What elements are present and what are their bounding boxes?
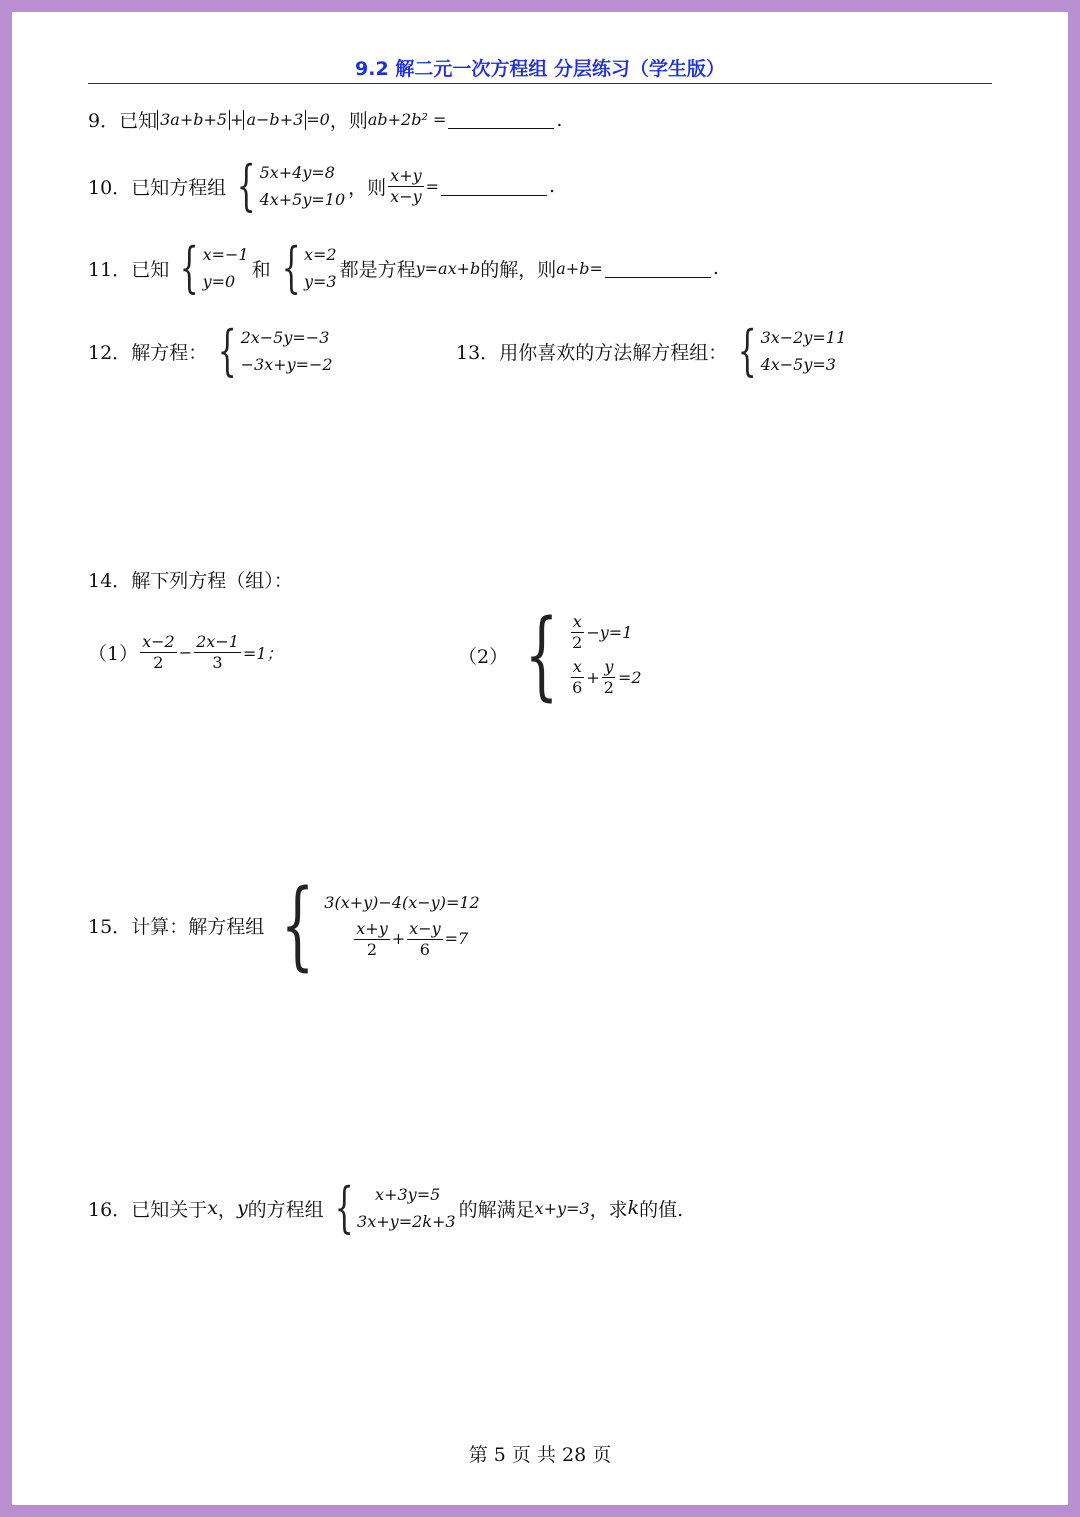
q13-text: 用你喜欢的方法解方程组：	[499, 341, 728, 364]
q16-text-value: 的值.	[639, 1198, 684, 1221]
q11-solution-a	[172, 236, 249, 299]
q9-number: 9．	[88, 110, 120, 132]
q16-text-satisfies: 的解满足	[458, 1198, 535, 1221]
q12-text: 解方程：	[131, 341, 208, 364]
q10-fraction-denominator: x−y	[390, 186, 422, 206]
q16-var-x: x	[207, 1197, 218, 1219]
q12-equation-system	[210, 319, 333, 382]
q14-part-2-label: （2）	[458, 645, 509, 668]
page-header-title: 9.2 解二元一次方程组 分层练习（学生版）	[355, 58, 725, 80]
q10-number: 10．	[88, 176, 132, 199]
q14-part-1-tail: =1；	[242, 644, 283, 663]
q15-system-line-1: 3(x+y)−4(x−y)=12	[324, 892, 480, 912]
q10-fraction-numerator: x+y	[390, 165, 422, 185]
q11-period: .	[712, 257, 719, 279]
q16-equation-system	[327, 1176, 456, 1239]
q14-text: 解下列方程（组）：	[131, 570, 293, 592]
q9-abs-2: a−b+3	[243, 110, 306, 130]
q11-answer-blank[interactable]	[605, 259, 711, 278]
question-12	[88, 319, 336, 382]
q10-equation-system	[229, 154, 346, 217]
q16-text-system: 的方程组	[247, 1198, 324, 1221]
fraction-numerator: x−2	[142, 632, 175, 651]
q9-period: .	[556, 108, 563, 131]
q14-part-2-equation-system	[511, 599, 642, 711]
q14-part-2-line-1-tail: −y=1	[586, 622, 633, 642]
q14-part-1-fraction-2	[194, 632, 241, 673]
fraction-numerator: x	[572, 657, 582, 676]
q9-expression: ab+2b² =	[367, 110, 447, 129]
q16-system-line-1: x+3y=5	[375, 1185, 441, 1204]
question-15	[88, 869, 483, 981]
fraction-numerator: 2x−1	[196, 632, 239, 651]
q16-number: 16．	[88, 1198, 132, 1221]
q12-number: 12．	[88, 341, 132, 364]
left-brace-icon: {	[281, 236, 301, 299]
q10-text-known: 已知方程组	[131, 176, 227, 199]
q11-text-known: 已知	[131, 258, 170, 281]
q9-abs-1: 3a+b+5	[157, 110, 230, 130]
q11-solution-a-line-2: y=0	[202, 272, 236, 291]
q9-equals-zero: =0	[306, 110, 330, 129]
q10-system-line-1: 5x+4y=8	[259, 163, 335, 182]
q15-plus: +	[391, 929, 406, 948]
q15-equation-system	[267, 869, 480, 981]
q9-answer-blank[interactable]	[448, 110, 554, 129]
q12-system-line-1: 2x−5y=−3	[240, 328, 330, 347]
q11-equation: y=ax+b	[415, 258, 481, 278]
question-10	[88, 154, 556, 217]
left-brace-icon: {	[334, 1176, 354, 1239]
question-9	[88, 106, 562, 133]
q10-period: .	[549, 175, 556, 197]
fraction-numerator: x+y	[356, 918, 388, 938]
question-14-part-2	[458, 599, 645, 711]
question-14	[88, 566, 293, 593]
fraction-denominator: 2	[603, 678, 614, 697]
q11-number: 11．	[88, 258, 132, 281]
fraction-numerator: x	[572, 612, 582, 631]
left-brace-icon: {	[236, 154, 256, 217]
q15-text: 计算：解方程组	[131, 915, 265, 938]
q14-part-2-plus: +	[586, 667, 600, 687]
q14-part-2-fraction-a	[570, 612, 584, 653]
page-footer: 第 5 页 共 28 页	[468, 1444, 612, 1466]
left-brace-icon: {	[280, 869, 315, 981]
q9-text-known: 已知	[119, 110, 158, 132]
fraction-denominator: 6	[419, 939, 430, 959]
q16-comma: ，	[217, 1198, 237, 1221]
left-brace-icon: {	[217, 319, 237, 382]
q11-text-then: 的解，则	[480, 258, 557, 281]
q16-var-y: y	[236, 1197, 248, 1219]
q14-number: 14．	[88, 570, 132, 592]
q11-text-and: 和	[251, 258, 271, 281]
fraction-denominator: 2	[366, 939, 378, 959]
q16-var-k: k	[627, 1197, 640, 1219]
question-11	[88, 236, 719, 299]
q14-part-1-fraction-1	[140, 632, 177, 673]
q10-text-then: ，则	[348, 176, 387, 199]
fraction-denominator: 2	[572, 633, 583, 652]
q13-system-line-1: 3x−2y=11	[760, 328, 847, 347]
question-14-part-1	[88, 632, 283, 673]
q13-system-line-2: 4x−5y=3	[760, 355, 836, 374]
q11-solution-b-line-2: y=3	[303, 272, 337, 291]
q10-answer-blank[interactable]	[441, 177, 547, 196]
q9-plus: +	[230, 110, 244, 129]
q11-text-are-solutions: 都是方程	[339, 258, 416, 281]
left-brace-icon: {	[737, 319, 757, 382]
q11-expression: a+b=	[556, 258, 603, 278]
q14-part-2-line-2-tail: =2	[617, 667, 642, 687]
q11-solution-a-line-1: x=−1	[202, 245, 249, 264]
q10-equals: =	[425, 176, 440, 196]
q14-part-2-fraction-b2	[602, 657, 616, 698]
worksheet-page	[12, 12, 1068, 1505]
fraction-denominator: 3	[212, 653, 223, 672]
q15-fraction-1	[354, 919, 389, 960]
q11-solution-b-line-1: x=2	[303, 245, 337, 264]
question-16	[88, 1176, 684, 1239]
q13-equation-system	[730, 319, 847, 382]
q15-fraction-2	[407, 919, 442, 960]
q15-number: 15．	[88, 915, 132, 938]
q16-condition: x+y=3	[534, 1198, 590, 1218]
q9-text-then: ，则	[329, 110, 368, 132]
q14-part-1-minus: −	[178, 643, 193, 662]
left-brace-icon: {	[179, 236, 199, 299]
q16-text-known: 已知关于	[131, 1198, 208, 1221]
fraction-denominator: 6	[572, 678, 583, 697]
q15-line-2-tail: =7	[444, 929, 469, 948]
q10-fraction	[388, 166, 423, 207]
header-rule	[88, 83, 992, 84]
q14-part-1-label: （1）	[88, 643, 139, 665]
q12-system-line-2: −3x+y=−2	[240, 355, 333, 374]
q13-number: 13．	[456, 341, 500, 364]
q14-part-2-fraction-b1	[570, 657, 584, 698]
fraction-denominator: 2	[153, 653, 164, 672]
q16-text-find: ，求	[589, 1198, 628, 1221]
q16-system-line-2: 3x+y=2k+3	[357, 1212, 456, 1231]
q10-system-line-2: 4x+5y=10	[259, 190, 346, 209]
fraction-numerator: y	[604, 657, 614, 676]
left-brace-icon: {	[524, 599, 559, 711]
question-13	[456, 319, 849, 382]
q11-solution-b	[274, 236, 337, 299]
fraction-numerator: x−y	[409, 918, 441, 938]
